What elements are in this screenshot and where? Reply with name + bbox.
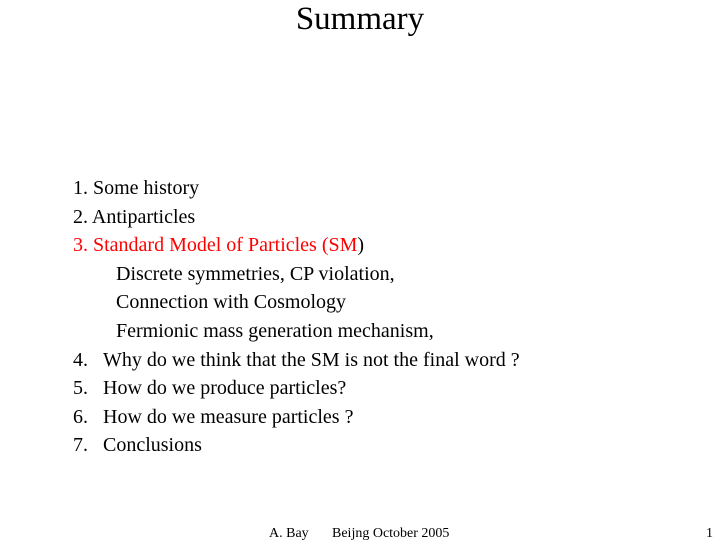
agenda-item-antiparticles: [73, 203, 520, 232]
agenda-item-produce-particles: [73, 374, 520, 403]
agenda-item-text: Antiparticles: [91, 205, 196, 228]
agenda-item-standard-model: [73, 231, 520, 260]
agenda-item-text: How do we measure particles ?: [103, 405, 354, 428]
agenda-item-text-highlight: Standard Model of Particles (SM: [93, 234, 358, 257]
footer-author: A. Bay: [269, 526, 309, 541]
agenda-list: [73, 174, 520, 460]
agenda-item-number: 3.: [73, 234, 88, 257]
agenda-item-number: 5.: [73, 377, 88, 400]
agenda-subitem-text: Fermionic mass generation mechanism,: [116, 319, 434, 342]
agenda-item-measure-particles: [73, 403, 520, 432]
agenda-item-number: 2.: [73, 205, 88, 228]
agenda-item-number: 7.: [73, 434, 88, 457]
agenda-item-number: 6.: [73, 405, 88, 428]
agenda-item-text: Why do we think that the SM is not the final word ?: [103, 348, 520, 371]
agenda-item-number: 4.: [73, 348, 88, 371]
agenda-subitem-cosmology: [73, 288, 520, 317]
agenda-item-text: Some history: [93, 177, 200, 199]
page-number: 1: [706, 526, 713, 541]
agenda-subitem-symmetries: [73, 260, 520, 289]
agenda-subitem-mass-generation: [73, 317, 520, 346]
footer-event: Beijng October 2005: [332, 526, 450, 541]
agenda-item-text-closing: ): [357, 234, 365, 257]
agenda-item-number: 1.: [73, 177, 88, 199]
agenda-item-final-word: [73, 346, 520, 375]
agenda-item-text: How do we produce particles?: [103, 377, 347, 400]
agenda-item-conclusions: [73, 431, 520, 460]
agenda-subitem-text: Discrete symmetries, CP violation,: [116, 262, 395, 285]
agenda-subitem-text: Connection with Cosmology: [116, 291, 346, 314]
agenda-item-text: Conclusions: [103, 434, 202, 457]
agenda-item-history: [73, 174, 520, 203]
slide-title: Summary: [295, 1, 425, 37]
